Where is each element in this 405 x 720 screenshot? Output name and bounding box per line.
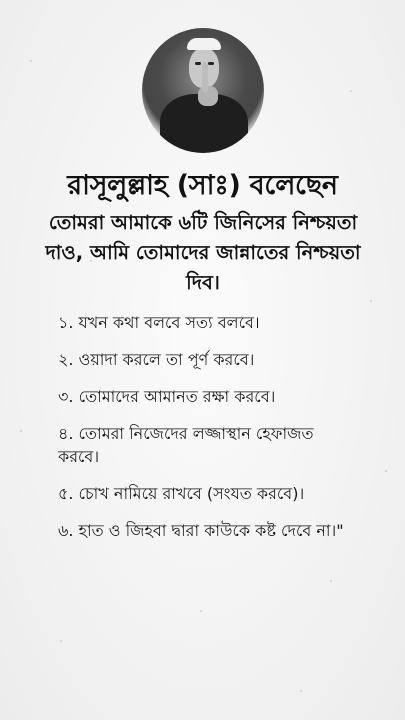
list-item: ১. যখন কথা বলবে সত্য বলবে।: [58, 313, 260, 332]
list-item: ২. ওয়াদা করলে তা পূর্ণ করবে।: [58, 350, 255, 369]
subtitle: তোমরা আমাকে ৬টি জিনিসের নিশ্চয়তা দাও, আমি তোমাদের জান্নাতের নিশ্চয়তা দিব।: [45, 211, 361, 294]
portrait-hand: [198, 86, 218, 106]
page-title: রাসূলুল্লাহ (সাঃ) বলেছেন: [67, 170, 338, 201]
list-item: ৩. তোমাদের আমানত রক্ষা করবে।: [58, 387, 276, 406]
speaker-portrait: [142, 28, 264, 153]
list-item: ৪. তোমরা নিজেদের লজ্জাস্থান হেফাজত করবে।: [58, 424, 314, 466]
list-item: ৬. হাত ও জিহবা দ্বারা কাউকে কষ্ট দেবে না।": [58, 521, 344, 540]
hadith-list: [58, 311, 358, 542]
portrait-eye: [195, 62, 201, 65]
list-item: ৫. চোখ নামিয়ে রাখবে (সংযত করবে)।: [58, 484, 305, 503]
portrait-finger: [202, 62, 208, 92]
portrait-cap: [187, 38, 221, 50]
portrait-eye: [208, 62, 214, 65]
